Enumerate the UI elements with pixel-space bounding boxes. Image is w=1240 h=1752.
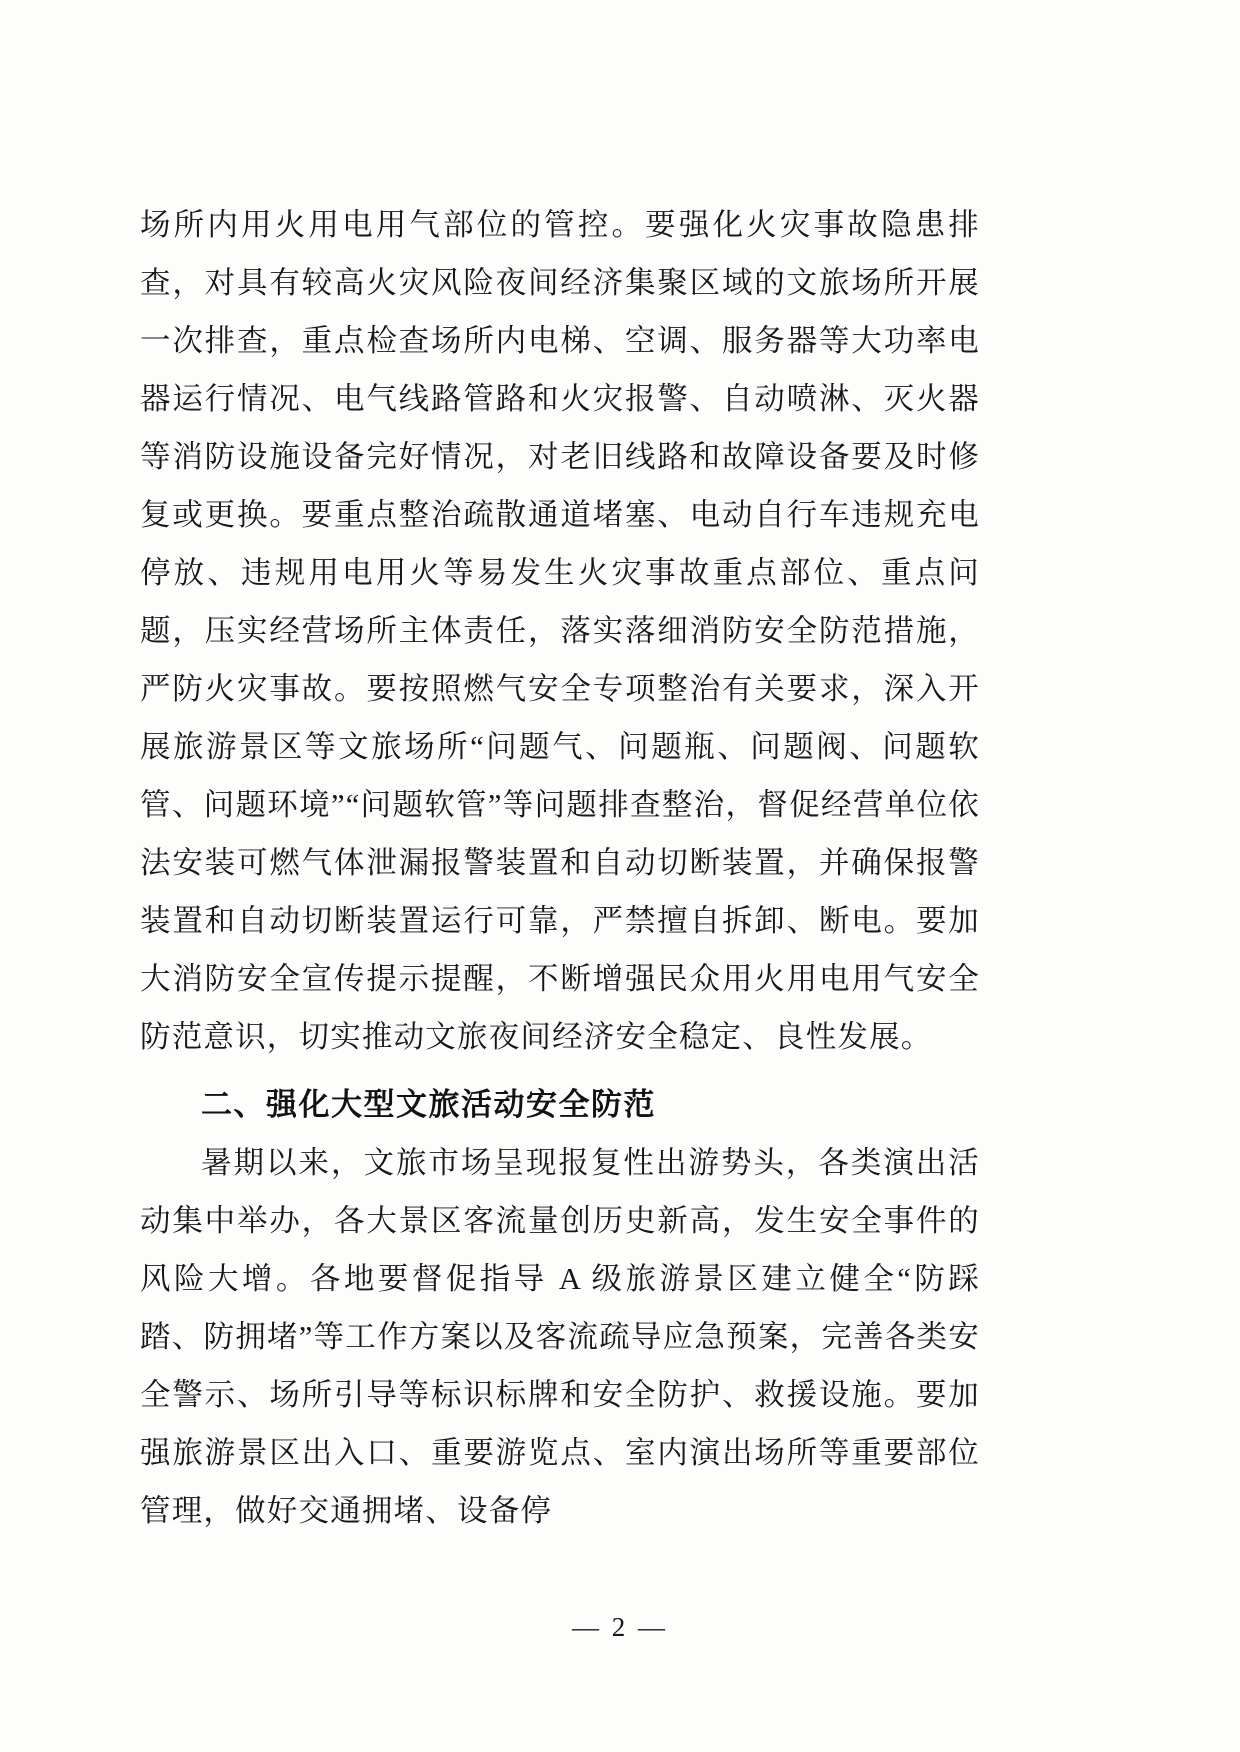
- section-heading-two: 二、强化大型文旅活动安全防范: [201, 1087, 656, 1122]
- page-number: — 2 —: [572, 1612, 668, 1642]
- page-footer: [0, 1612, 1240, 1643]
- paragraph-spacer: [140, 1066, 980, 1070]
- paragraph-section-two-body: 暑期以来，文旅市场呈现报复性出游势头，各类演出活动集中举办，各大景区客流量创历史新高，发生安全事件的风险大增。各地要督促指导 A 级旅游景区建立健全“防踩踏、防拥堵”等工作方案以及客流疏导应急预案，完善各类安全警示、场所引导等标识标牌和安全防护、救援设施。要加强旅游景区出入口、重要游览点、室内演出场所等重要部位管理，做好交通拥堵、设备停: [140, 1146, 980, 1528]
- paragraph-continued: 场所内用火用电用气部位的管控。要强化火灾事故隐患排查，对具有较高火灾风险夜间经济集聚区域的文旅场所开展一次排查，重点检查场所内电梯、空调、服务器等大功率电器运行情况、电气线路管路和火灾报警、自动喷淋、灭火器等消防设施设备完好情况，对老旧线路和故障设备要及时修复或更换。要重点整治疏散通道堵塞、电动自行车违规充电停放、违规用电用火等易发生火灾事故重点部位、重点问题，压实经营场所主体责任，落实落细消防安全防范措施，严防火灾事故。要按照燃气安全专项整治有关要求，深入开展旅游景区等文旅场所“问题气、问题瓶、问题阀、问题软管、问题环境”“问题软管”等问题排查整治，督促经营单位依法安装可燃气体泄漏报警装置和自动切断装置，并确保报警装置和自动切断装置运行可靠，严禁擅自拆卸、断电。要加大消防安全宣传提示提醒，不断增强民众用火用电用气安全防范意识，切实推动文旅夜间经济安全稳定、良性发展。: [140, 208, 980, 1054]
- document-body: [140, 196, 980, 1540]
